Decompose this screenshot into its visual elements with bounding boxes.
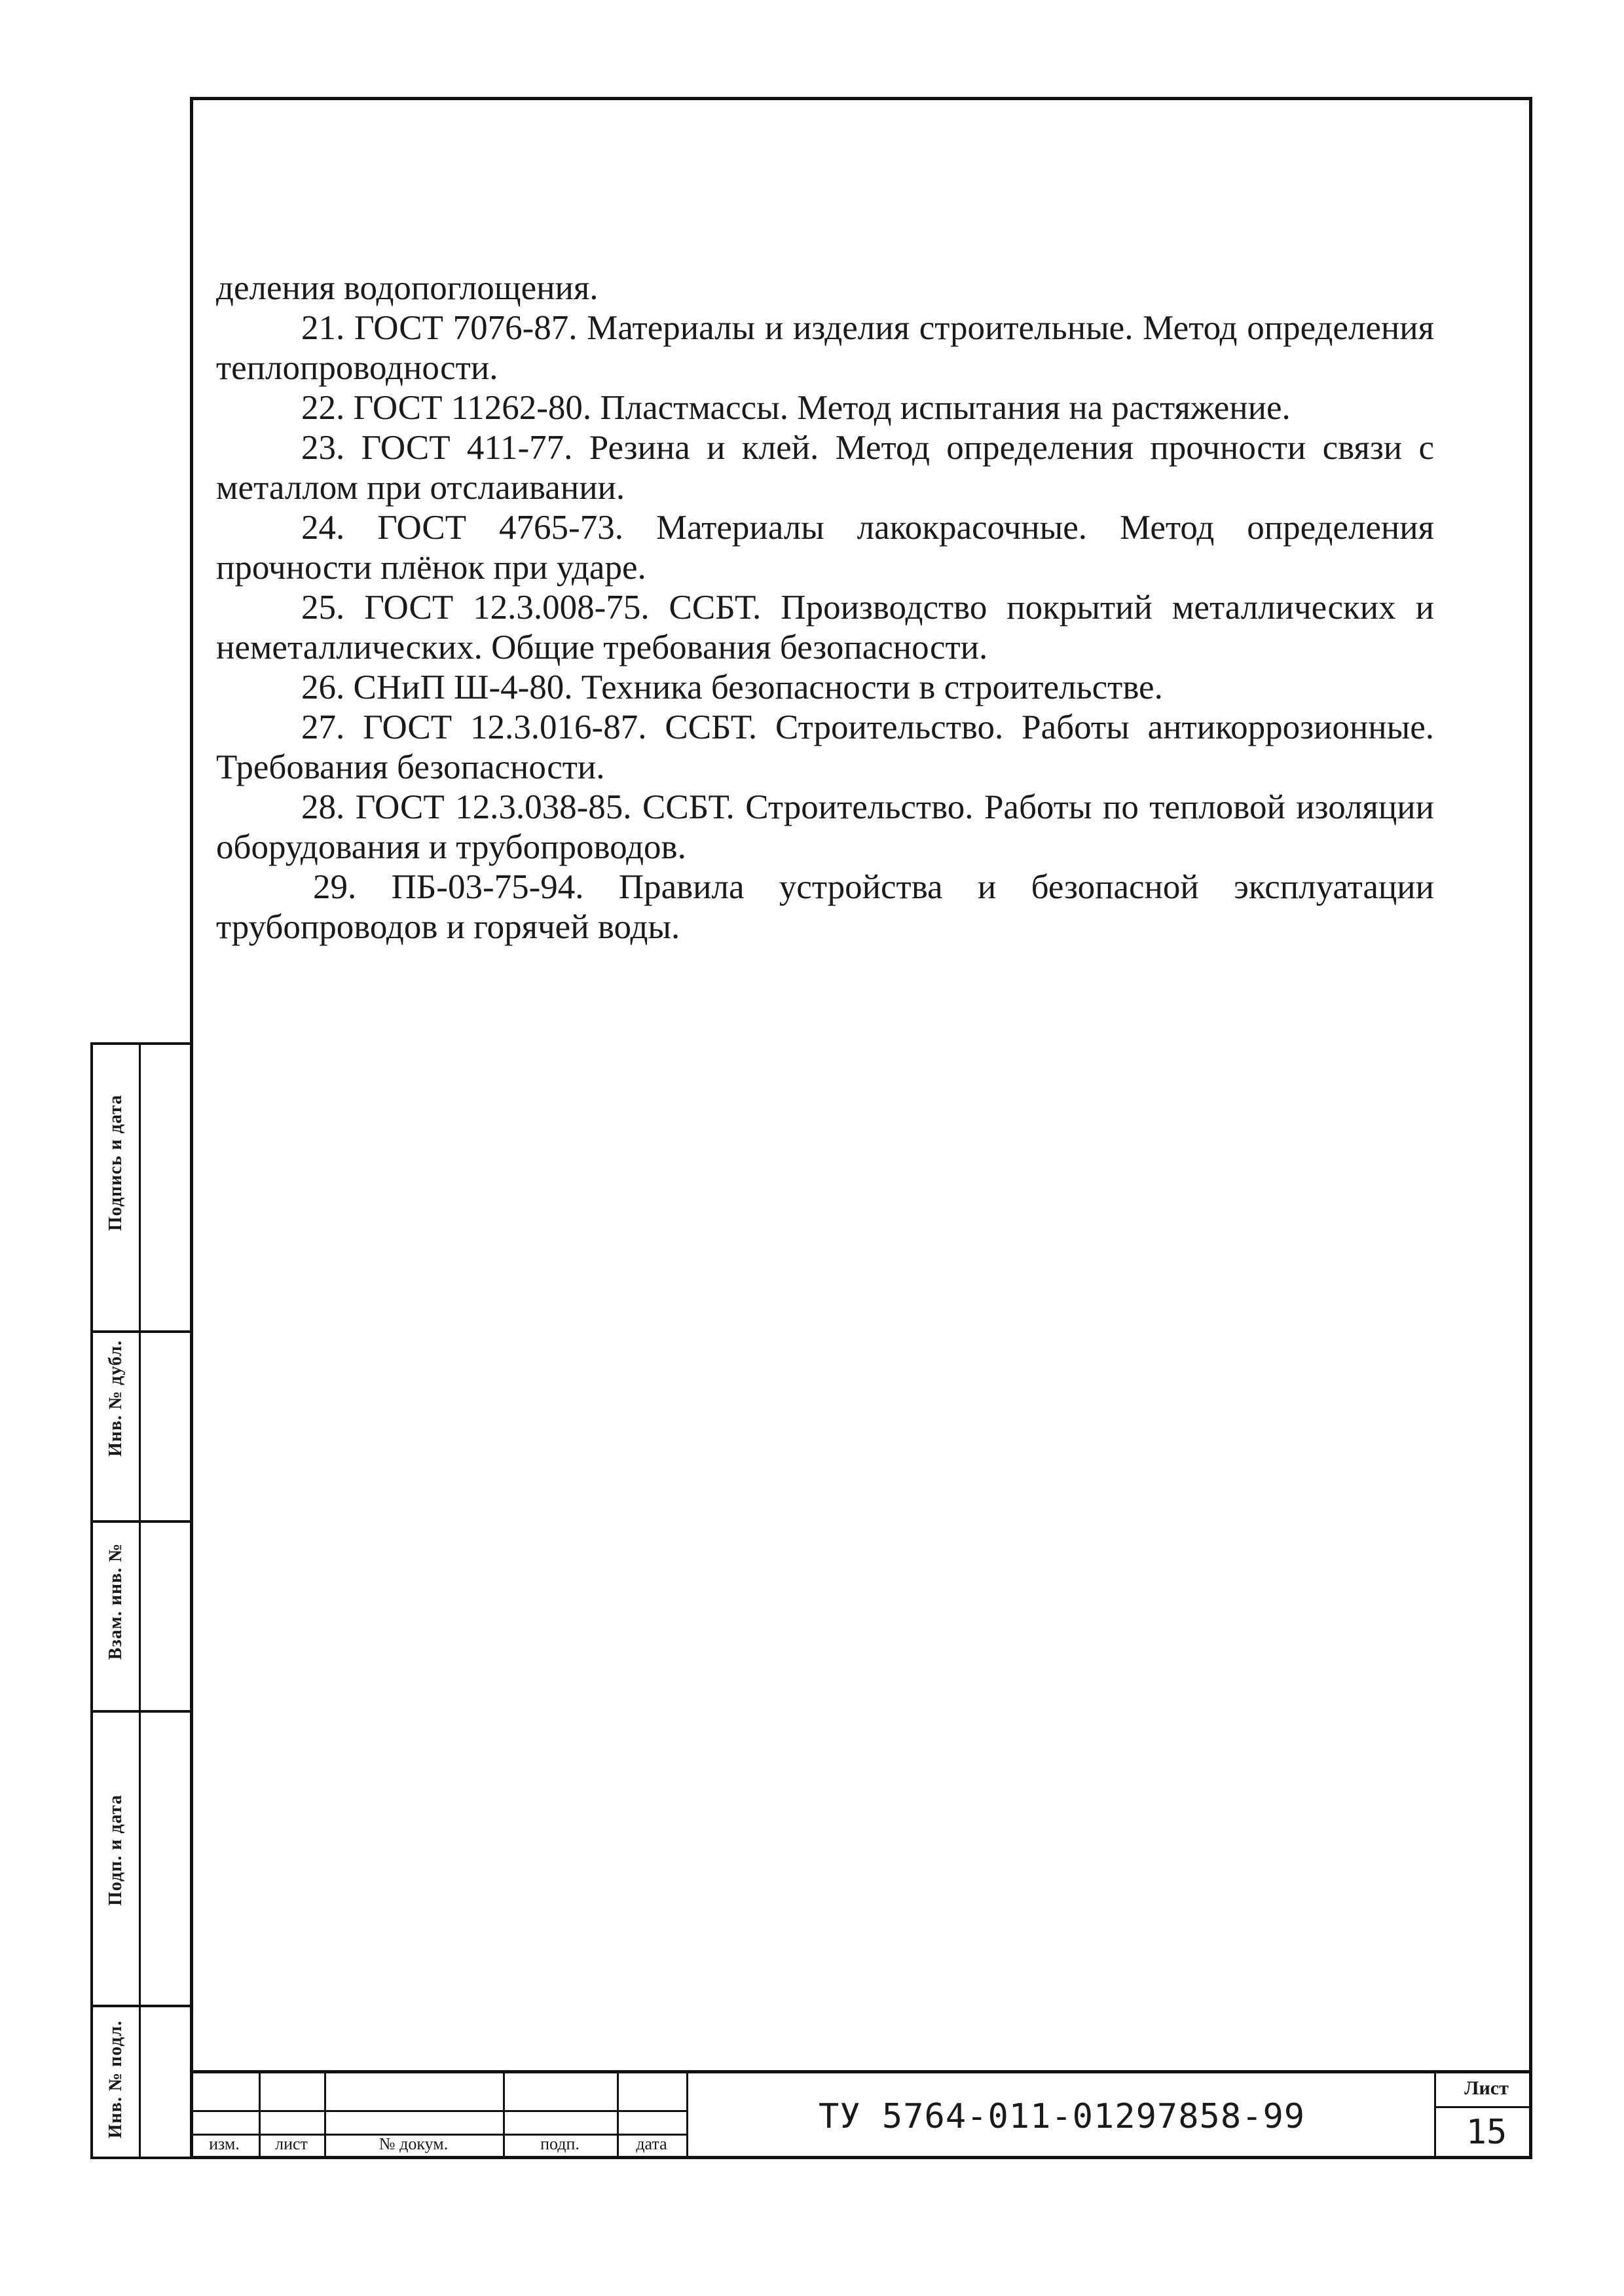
title-block-line	[1434, 2106, 1532, 2108]
list-item-25: 25. ГОСТ 12.3.008-75. ССБТ. Производство покрытий металлических и неметаллических. Общие требования безопасности.	[216, 589, 1434, 666]
margin-label-inv-dupl: Инв. № дубл.	[105, 1340, 126, 1457]
title-block-line	[1434, 2073, 1436, 2159]
margin-divider	[93, 2005, 190, 2007]
list-item-24: 24. ГОСТ 4765-73. Материалы лакокрасочные. Метод определения прочности плёнок при ударе.	[216, 509, 1434, 587]
title-block-caption-list: лист	[275, 2134, 308, 2153]
margin-label-inv-orig: Инв. № подл.	[105, 2020, 126, 2139]
margin-label-podp-date: Подп. и дата	[105, 1795, 126, 1906]
margin-label-vzam-inv: Взам. инв. №	[105, 1542, 126, 1660]
margin-divider	[93, 1710, 190, 1713]
title-block-line	[686, 2073, 688, 2159]
document-body	[216, 268, 1434, 947]
title-block-caption-doc: № докум.	[378, 2134, 449, 2153]
list-item-27: 27. ГОСТ 12.3.016-87. ССБТ. Строительство. Работы антикоррозионные. Требования безопасности.	[216, 708, 1434, 786]
list-item-22: 22. ГОСТ 11262-80. Пластмассы. Метод испытания на растяжение.	[301, 389, 1291, 427]
margin-column-vertical-line	[139, 1045, 141, 2157]
document-code: ТУ 5764-011-01297858-99	[819, 2097, 1306, 2136]
sheet-number: 15	[1466, 2113, 1507, 2152]
title-block-caption-sign: подп.	[540, 2134, 580, 2153]
title-block-caption-date: дата	[636, 2134, 667, 2153]
sheet-label: Лист	[1464, 2077, 1509, 2099]
title-block-caption-izm: изм.	[209, 2134, 240, 2153]
margin-label-sign-date: Подпись и дата	[105, 1094, 126, 1231]
list-item-28: 28. ГОСТ 12.3.038-85. ССБТ. Строительство. Работы по тепловой изоляции оборудования и трубопроводов.	[216, 788, 1434, 866]
margin-divider	[93, 1330, 190, 1333]
list-item-26: 26. СНиП Ш-4-80. Техника безопасности в строительстве.	[301, 668, 1163, 706]
body-line-continuation: деления водопоглощения.	[216, 269, 599, 307]
list-item-21: 21. ГОСТ 7076-87. Материалы и изделия строительные. Метод определения теплопроводности.	[216, 309, 1434, 387]
margin-divider	[93, 1520, 190, 1523]
title-block	[190, 2070, 1532, 2159]
margin-stamp-column	[90, 1042, 190, 2159]
list-item-29: 29. ПБ-03-75-94. Правила устройства и безопасной эксплуатации трубопроводов и горячей воды.	[216, 868, 1434, 946]
list-item-23: 23. ГОСТ 411-77. Резина и клей. Метод определения прочности связи с металлом при отслаивании.	[216, 429, 1434, 507]
title-block-line	[190, 2110, 686, 2112]
